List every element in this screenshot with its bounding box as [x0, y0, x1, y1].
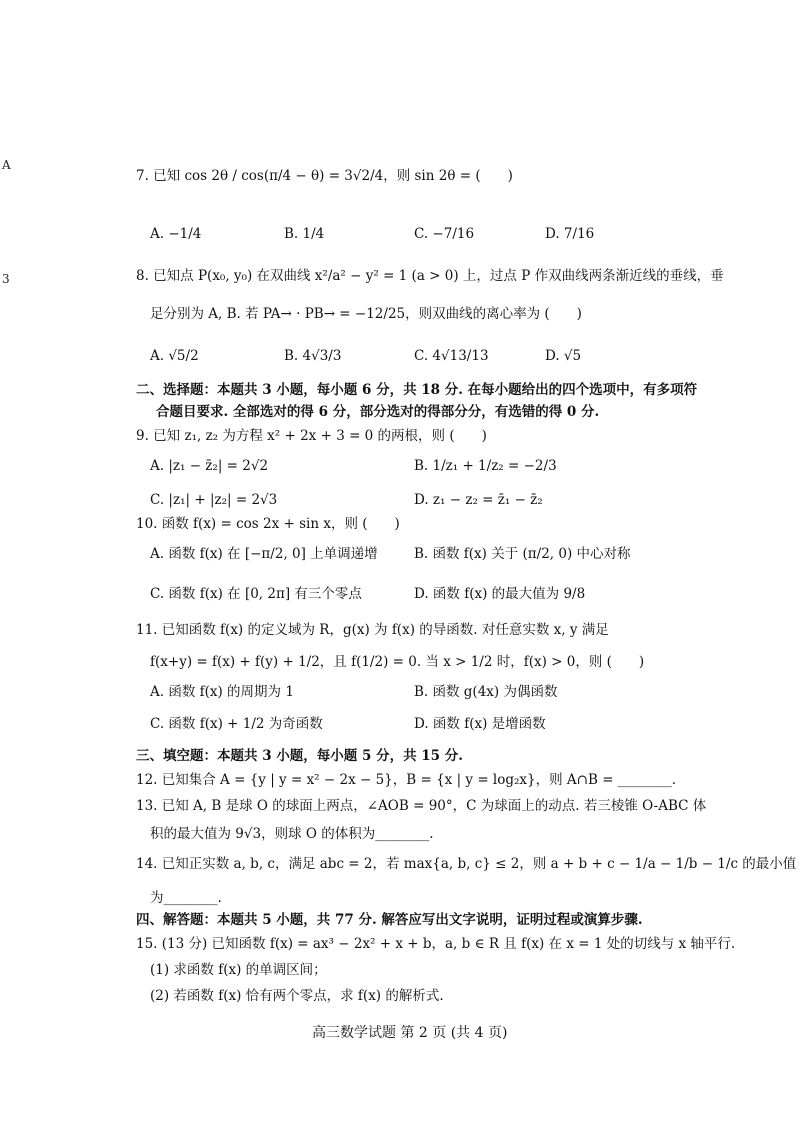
q10-option-a: A. 函数 f(x) 在 [−π/2, 0] 上单调递增: [150, 546, 378, 562]
q8-option-d: D. √5: [545, 348, 582, 364]
q11-stem-line1: 11. 已知函数 f(x) 的定义域为 R，g(x) 为 f(x) 的导函数. 对任意实数 x, y 满足: [136, 622, 609, 638]
q10-option-c: C. 函数 f(x) 在 [0, 2π] 有三个零点: [150, 586, 362, 602]
q11-option-a: A. 函数 f(x) 的周期为 1: [150, 684, 294, 700]
q13-stem-line1: 13. 已知 A, B 是球 O 的球面上两点，∠AOB = 90°，C 为球面上的动点. 若三棱锥 O-ABC 体: [136, 798, 707, 814]
q9-stem: 9. 已知 z₁, z₂ 为方程 x² + 2x + 3 = 0 的两根，则 ( ): [136, 428, 487, 444]
q10-option-b: B. 函数 f(x) 关于 (π/2, 0) 中心对称: [414, 546, 631, 562]
q14-stem-line1: 14. 已知正实数 a, b, c，满足 abc = 2，若 max{a, b, c} ≤ 2，则 a + b + c − 1/a − 1/b − 1/c 的最小值: [136, 856, 797, 872]
q9-option-a: A. |z₁ − z̄₂| = 2√2: [150, 458, 269, 474]
q9-option-b: B. 1/z₁ + 1/z₂ = −2/3: [414, 458, 557, 474]
section2-heading-line2: 合题目要求. 全部选对的得 6 分，部分选对的得部分分，有选错的得 0 分.: [156, 404, 600, 420]
section3-heading: 三、填空题：本题共 3 小题，每小题 5 分，共 15 分.: [136, 748, 463, 764]
q8-stem-line1: 8. 已知点 P(x₀, y₀) 在双曲线 x²/a² − y² = 1 (a > 0) 上，过点 P 作双曲线两条渐近线的垂线，垂: [136, 268, 724, 284]
q7-option-a: A. −1/4: [150, 226, 202, 242]
section4-heading: 四、解答题：本题共 5 小题，共 77 分. 解答应写出文字说明，证明过程或演算步骤.: [136, 912, 643, 928]
q11-stem-line2: f(x+y) = f(x) + f(y) + 1/2，且 f(1/2) = 0. 当 x > 1/2 时，f(x) > 0，则 ( ): [150, 654, 645, 670]
q10-stem: 10. 函数 f(x) = cos 2x + sin x，则 ( ): [136, 516, 400, 532]
q8-option-c: C. 4√13/13: [414, 348, 489, 364]
q7-option-d: D. 7/16: [545, 226, 595, 242]
q8-option-a: A. √5/2: [150, 348, 199, 364]
q10-option-d: D. 函数 f(x) 的最大值为 9/8: [414, 586, 586, 602]
q11-option-d: D. 函数 f(x) 是增函数: [414, 716, 546, 732]
q13-stem-line2: 积的最大值为 9√3，则球 O 的体积为________.: [150, 826, 434, 842]
q8-option-b: B. 4√3/3: [284, 348, 342, 364]
margin-mark: 3: [2, 272, 10, 286]
section2-heading-line1: 二、选择题：本题共 3 小题，每小题 6 分，共 18 分. 在每小题给出的四个选项中，有多项符: [136, 382, 698, 398]
q7-option-b: B. 1/4: [284, 226, 325, 242]
q15-part1: (1) 求函数 f(x) 的单调区间；: [150, 962, 327, 978]
q11-option-b: B. 函数 g(4x) 为偶函数: [414, 684, 558, 700]
q15-part2: (2) 若函数 f(x) 恰有两个零点，求 f(x) 的解析式.: [150, 988, 444, 1004]
q7-option-c: C. −7/16: [414, 226, 475, 242]
q7-stem: 7. 已知 cos 2θ / cos(π/4 − θ) = 3√2/4，则 sin 2θ = ( ): [136, 168, 513, 184]
q11-option-c: C. 函数 f(x) + 1/2 为奇函数: [150, 716, 323, 732]
q8-stem-line2: 足分别为 A, B. 若 PA→ · PB→ = −12/25，则双曲线的离心率为 ( ): [150, 306, 582, 322]
q15-stem: 15. (13 分) 已知函数 f(x) = ax³ − 2x² + x + b，a, b ∈ R 且 f(x) 在 x = 1 处的切线与 x 轴平行.: [136, 936, 736, 952]
q14-stem-line2: 为________.: [150, 890, 222, 906]
q12-stem: 12. 已知集合 A = {y | y = x² − 2x − 5}，B = {x | y = log₂x}，则 A∩B = ________.: [136, 772, 677, 788]
margin-mark: A: [2, 158, 11, 172]
page-footer: 高三数学试题 第 2 页 (共 4 页): [312, 1025, 508, 1041]
q9-option-c: C. |z₁| + |z₂| = 2√3: [150, 492, 278, 508]
q9-option-d: D. z₁ − z₂ = z̄₁ − z̄₂: [414, 492, 543, 508]
